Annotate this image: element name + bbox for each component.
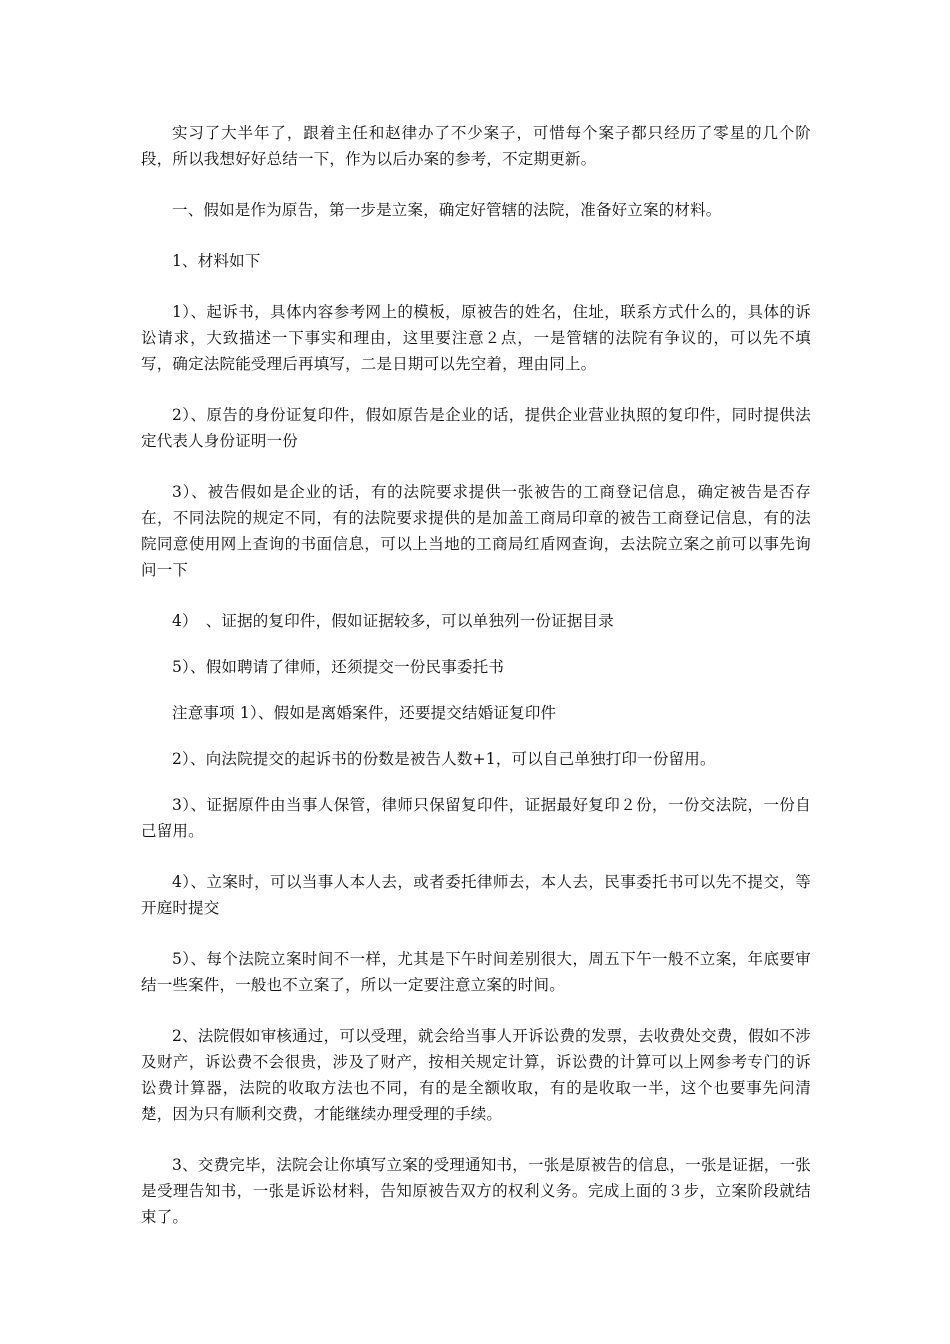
paragraph-item-2: 2）、原告的身份证复印件，假如原告是企业的话，提供企业营业执照的复印件，同时提供法定代表人身份证明一份 — [141, 406, 811, 450]
paragraph-materials-heading: 1、材料如下 — [172, 252, 261, 270]
paragraph-item-4: 4） 、证据的复印件，假如证据较多，可以单独列一份证据目录 — [172, 612, 614, 630]
paragraph-item-1: 1）、起诉书，具体内容参考网上的模板，原被告的姓名，住址，联系方式什么的，具体的诉讼请求，大致描述一下事实和理由，这里要注意２点，一是管辖的法院有争议的，可以先不填写，确定法院能受理后再填写，二是日期可以先空着，理由同上。 — [141, 303, 811, 373]
paragraph-note-2: 2）、向法院提交的起诉书的份数是被告人数+1，可以自己单独打印一份留用。 — [172, 750, 716, 768]
document-body — [141, 120, 811, 1255]
paragraph-item-3: 3）、被告假如是企业的话，有的法院要求提供一张被告的工商登记信息，确定被告是否存在，不同法院的规定不同，有的法院要求提供的是加盖工商局印章的被告工商登记信息，有的法院同意使用网上查询的书面信息，可以上当地的工商局红盾网查询，去法院立案之前可以事先询问一下 — [141, 483, 811, 579]
paragraph-note-5: 5）、每个法院立案时间不一样，尤其是下午时间差别很大，周五下午一般不立案，年底要审结一些案件，一般也不立案了，所以一定要注意立案的时间。 — [141, 950, 811, 994]
paragraph-step-2: 2、法院假如审核通过，可以受理，就会给当事人开诉讼费的发票，去收费处交费，假如不涉及财产，诉讼费不会很贵，涉及了财产，按相关规定计算，诉讼费的计算可以上网参考专门的诉讼费计算器，法院的收取方法也不同，有的是全额收取，有的是收取一半，这个也要事先问清楚，因为只有顺利交费，才能继续办理受理的手续。 — [141, 1027, 811, 1123]
paragraph-note-1: 注意事项 1）、假如是离婚案件，还要提交结婚证复印件 — [172, 704, 557, 722]
paragraph-item-5: 5）、假如聘请了律师，还须提交一份民事委托书 — [172, 658, 505, 676]
paragraph-intro: 实习了大半年了，跟着主任和赵律办了不少案子，可惜每个案子都只经历了零星的几个阶段，所以我想好好总结一下，作为以后办案的参考，不定期更新。 — [141, 124, 811, 168]
paragraph-section-1: 一、假如是作为原告，第一步是立案，确定好管辖的法院，准备好立案的材料。 — [172, 201, 722, 219]
paragraph-note-4: 4）、立案时，可以当事人本人去，或者委托律师去，本人去，民事委托书可以先不提交，等开庭时提交 — [141, 873, 811, 917]
paragraph-note-3: 3）、证据原件由当事人保管，律师只保留复印件，证据最好复印２份，一份交法院，一份自己留用。 — [141, 796, 811, 840]
paragraph-step-3: 3、交费完毕，法院会让你填写立案的受理通知书，一张是原被告的信息，一张是证据，一张是受理告知书，一张是诉讼材料，告知原被告双方的权利义务。完成上面的３步，立案阶段就结束了。 — [141, 1156, 811, 1226]
